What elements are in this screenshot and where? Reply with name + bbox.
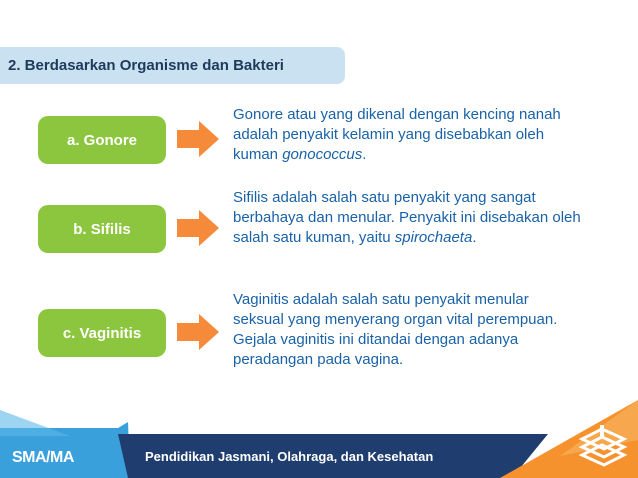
description-sifilis: Sifilis adalah salah satu penyakit yang sangat berbahaya dan menular. Penyakit ini disebakan oleh salah satu kuman, yaitu spirochaeta. [233, 189, 581, 246]
book-stack-icon [578, 425, 628, 471]
arrow-right-icon [177, 210, 219, 246]
term-box-sifilis: b. Sifilis [38, 205, 166, 253]
term-box-vaginitis: c. Vaginitis [38, 309, 166, 357]
arrow-right-icon [177, 314, 219, 350]
description-gonore: Gonore atau yang dikenal dengan kencing nanah adalah penyakit kelamin yang disebabkan oleh kuman gonococcus. [233, 106, 561, 163]
description-vaginitis: Vaginitis adalah salah satu penyakit menular seksual yang menyerang organ vital perempuan. Gejala vaginitis ini ditandai dengan adanya peradangan pada vagina. [233, 291, 558, 368]
arrow-right-icon [177, 121, 219, 157]
brand-label: SMA/MA [12, 449, 74, 466]
footer-title: Pendidikan Jasmani, Olahraga, dan Kesehatan [145, 449, 434, 464]
section-title: 2. Berdasarkan Organisme dan Bakteri [0, 47, 345, 84]
footer-band [0, 400, 638, 478]
term-box-gonore: a. Gonore [38, 116, 166, 164]
